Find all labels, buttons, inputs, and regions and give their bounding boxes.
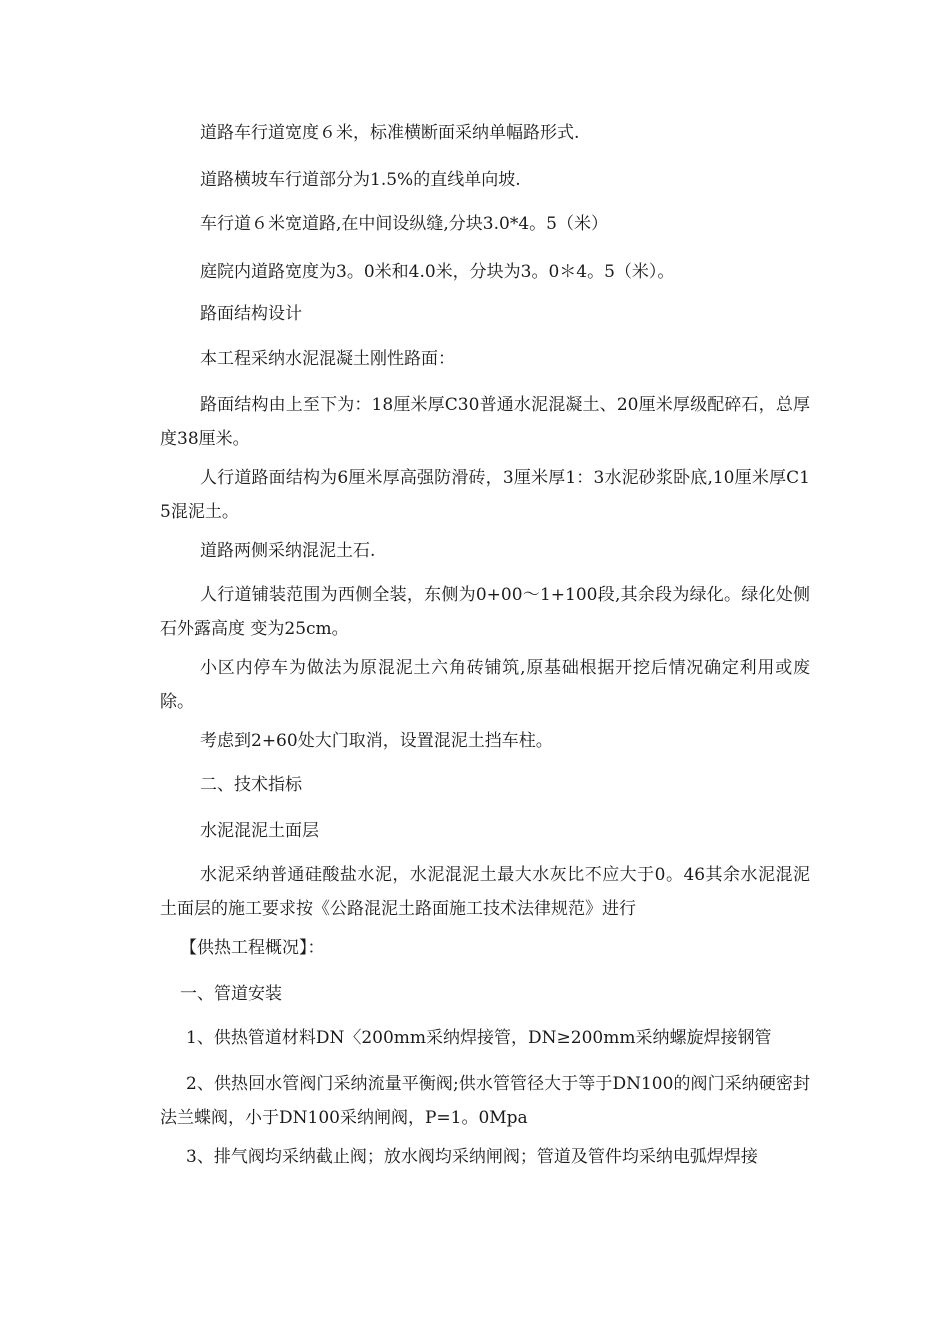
paragraph-pavement-structure: 路面结构由上至下为：18厘米厚C30普通水泥混凝土、20厘米厚级配碎石，总厚度38厘米。 — [160, 395, 810, 449]
heading-technical-indicators: 二、技术指标 — [200, 775, 302, 795]
heading-concrete-surface: 水泥混泥土面层 — [200, 821, 319, 841]
paragraph-courtyard-roads: 庭院内道路宽度为3。0米和4.0米，分块为3。0＊4。5（米）。 — [200, 262, 675, 282]
paragraph-cement-requirements: 水泥采纳普通硅酸盐水泥，水泥混泥土最大水灰比不应大于0。46其余水泥混泥土面层的施工要求按《公路混泥土路面施工技术法律规范》进行 — [160, 865, 810, 919]
paragraph-valves: 2、供热回水管阀门采纳流量平衡阀;供水管管径大于等于DN100的阀门采纳硬密封法兰蝶阀，小于DN100采纳闸阀，P=1。0Mpa — [160, 1074, 810, 1128]
paragraph-curbstone: 道路两侧采纳混泥土石. — [200, 541, 376, 561]
heading-pavement-design: 路面结构设计 — [200, 304, 302, 324]
paragraph-sidewalk-structure: 人行道路面结构为6厘米厚高强防滑砖，3厘米厚1：3水泥砂浆卧底,10厘米厚C15混泥土。 — [160, 468, 810, 522]
paragraph-exhaust-valves: 3、排气阀均采纳截止阀；放水阀均采纳闸阀；管道及管件均采纳电弧焊焊接 — [186, 1147, 758, 1167]
paragraph-sidewalk-range: 人行道铺装范围为西侧全装，东侧为0+00～1+100段,其余段为绿化。绿化处侧石外露高度 变为25cm。 — [160, 585, 810, 639]
heading-pipe-installation: 一、管道安装 — [180, 984, 282, 1004]
paragraph-lane-width: 道路车行道宽度６米，标准横断面采纳单幅路形式. — [200, 123, 580, 143]
paragraph-cross-slope: 道路横坡车行道部分为1.5%的直线单向坡. — [200, 170, 521, 190]
paragraph-parking: 小区内停车为做法为原混泥土六角砖铺筑,原基础根据开挖后情况确定利用或废除。 — [160, 658, 810, 712]
paragraph-rigid-pavement: 本工程采纳水泥混凝土刚性路面： — [200, 349, 455, 369]
paragraph-lane-joints: 车行道６米宽道路,在中间设纵缝,分块3.0*4。5（米） — [200, 214, 608, 234]
paragraph-gate-bollards: 考虑到2+60处大门取消，设置混泥土挡车柱。 — [200, 731, 553, 751]
heading-heating-overview: 【供热工程概况】： — [180, 938, 325, 958]
paragraph-pipe-material: 1、供热管道材料DN〈200mm采纳焊接管，DN≥200mm采纳螺旋焊接钢管 — [186, 1028, 772, 1048]
